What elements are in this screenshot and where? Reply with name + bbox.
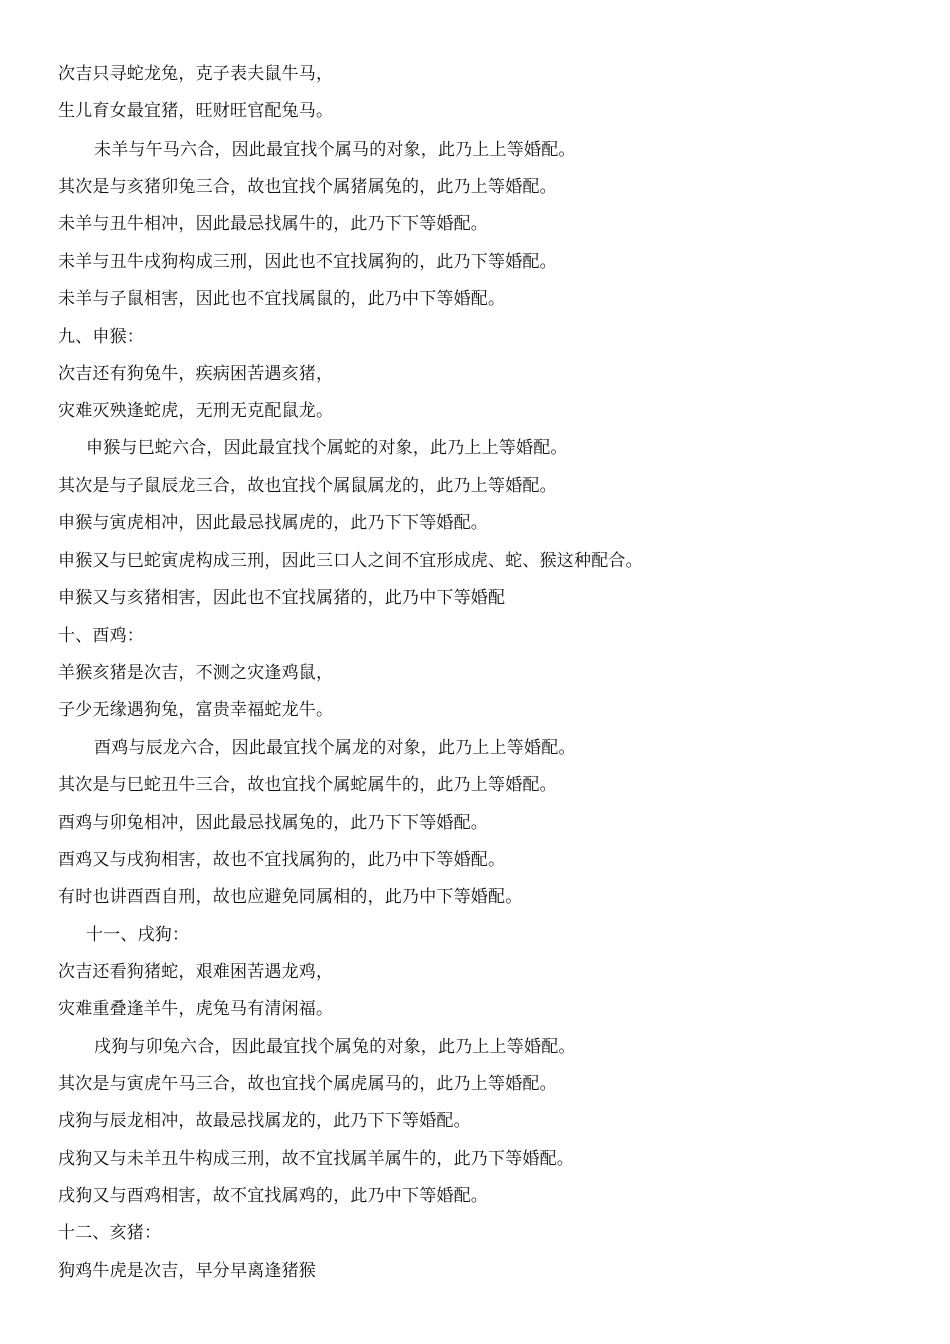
text-line: 狗鸡牛虎是次吉，早分早离逢猪猴 [58,1261,316,1281]
text-line: 戌狗与辰龙相冲，故最忌找属龙的，此乃下下等婚配。 [58,1111,471,1131]
text-line: 次吉还看狗猪蛇，艰难困苦遇龙鸡， [58,962,334,982]
text-line: 未羊与午马六合，因此最宜找个属马的对象，此乃上上等婚配。 [94,140,576,160]
text-line: 戌狗与卯兔六合，因此最宜找个属兔的对象，此乃上上等婚配。 [94,1037,576,1057]
section-heading: 九、申猴： [58,327,144,347]
section-heading: 十一、戌狗： [86,925,190,945]
text-line: 灾难灭殃逢蛇虎，无刑无克配鼠龙。 [58,401,334,421]
text-line: 羊猴亥猪是次吉，不测之灾逢鸡鼠， [58,663,334,683]
text-line: 次吉只寻蛇龙兔，克子表夫鼠牛马， [58,64,334,84]
text-line: 其次是与子鼠辰龙三合，故也宜找个属鼠属龙的，此乃上等婚配。 [58,476,557,496]
section-heading: 十二、亥猪： [58,1223,162,1243]
text-line: 其次是与寅虎午马三合，故也宜找个属虎属马的，此乃上等婚配。 [58,1074,557,1094]
text-line: 灾难重叠逢羊牛，虎兔马有清闲福。 [58,999,334,1019]
section-heading: 十、酉鸡： [58,626,144,646]
text-line: 未羊与丑牛相冲，因此最忌找属牛的，此乃下下等婚配。 [58,214,488,234]
text-line: 生儿育女最宜猪，旺财旺官配兔马。 [58,101,334,121]
text-line: 未羊与丑牛戌狗构成三刑，因此也不宜找属狗的，此乃下等婚配。 [58,252,557,272]
text-line: 酉鸡又与戌狗相害，故也不宜找属狗的，此乃中下等婚配。 [58,850,506,870]
text-line: 申猴又与巳蛇寅虎构成三刑，因此三口人之间不宜形成虎、蛇、猴这种配合。 [58,551,643,571]
text-line: 其次是与巳蛇丑牛三合，故也宜找个属蛇属牛的，此乃上等婚配。 [58,775,557,795]
text-line: 其次是与亥猪卯兔三合，故也宜找个属猪属兔的，此乃上等婚配。 [58,177,557,197]
text-line: 次吉还有狗兔牛，疾病困苦遇亥猪， [58,364,334,384]
text-line: 申猴与巳蛇六合，因此最宜找个属蛇的对象，此乃上上等婚配。 [86,438,568,458]
text-line: 未羊与子鼠相害，因此也不宜找属鼠的，此乃中下等婚配。 [58,289,506,309]
text-line: 有时也讲酉酉自刑，故也应避免同属相的，此乃中下等婚配。 [58,887,523,907]
text-line: 酉鸡与辰龙六合，因此最宜找个属龙的对象，此乃上上等婚配。 [94,738,576,758]
text-line: 申猴与寅虎相冲，因此最忌找属虎的，此乃下下等婚配。 [58,513,488,533]
text-line: 子少无缘遇狗兔，富贵幸福蛇龙牛。 [58,700,334,720]
text-line: 戌狗又与酉鸡相害，故不宜找属鸡的，此乃中下等婚配。 [58,1186,488,1206]
text-line: 酉鸡与卯兔相冲，因此最忌找属兔的，此乃下下等婚配。 [58,813,488,833]
text-line: 戌狗又与未羊丑牛构成三刑，故不宜找属羊属牛的，此乃下等婚配。 [58,1149,574,1169]
text-line: 申猴又与亥猪相害，因此也不宜找属猪的，此乃中下等婚配 [58,588,506,608]
